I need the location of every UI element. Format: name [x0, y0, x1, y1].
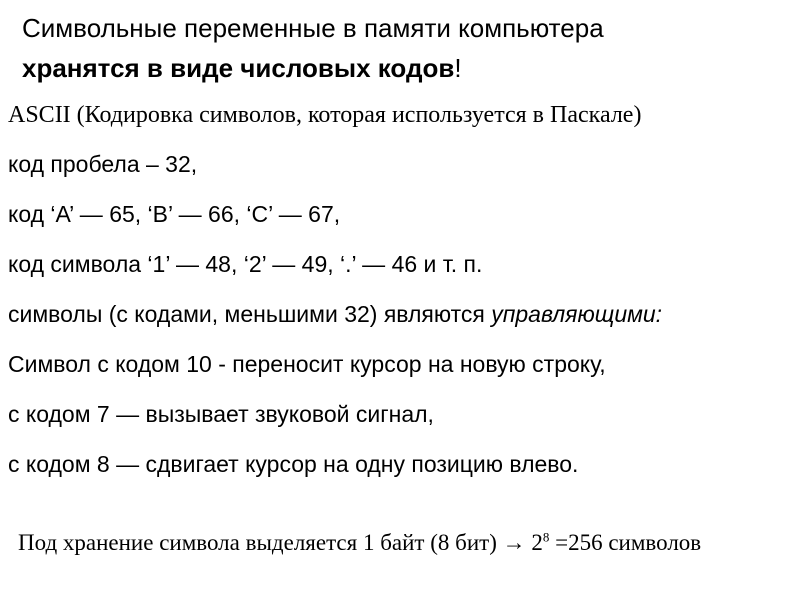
- slide-title: [22, 8, 782, 88]
- control-word: управляющими:: [491, 301, 663, 327]
- control-prefix: символы (с кодами, меньшими 32) являются: [8, 301, 492, 327]
- line-ascii: [8, 101, 641, 129]
- ascii-term: ASCII: [8, 102, 71, 128]
- line-control-chars: [8, 301, 662, 328]
- line-digit-codes: код символа ‘1’ — 48, ‘2’ — 49, ‘.’ — 46 и т. п.: [8, 251, 483, 277]
- footer-base: 2: [525, 530, 543, 555]
- line-code-10: Символ с кодом 10 - переносит курсор на новую строку,: [8, 351, 606, 377]
- footer-exponent: 8: [542, 529, 550, 545]
- line-code-7: с кодом 7 — вызывает звуковой сигнал,: [8, 401, 434, 427]
- footer-note: [18, 528, 778, 558]
- footer-text-before: Под хранение символа выделяется 1 байт (8 бит): [18, 530, 503, 555]
- ascii-description: (Кодировка символов, которая используется в Паскале): [70, 102, 642, 128]
- title-exclamation: !: [454, 53, 462, 83]
- title-line-1: Символьные переменные в памяти компьютера: [22, 13, 604, 43]
- line-letter-codes: код ‘A’ — 65, ‘B’ — 66, ‘C’ — 67,: [8, 201, 341, 227]
- line-space-code: код пробела – 32,: [8, 151, 198, 177]
- line-code-8: с кодом 8 — сдвигает курсор на одну позицию влево.: [8, 451, 579, 477]
- title-bold-text: хранятся в виде числовых кодов: [22, 53, 455, 83]
- arrow-right-icon: →: [502, 530, 526, 555]
- footer-text-after: =256 символов: [549, 530, 702, 555]
- title-line-2: [22, 48, 782, 88]
